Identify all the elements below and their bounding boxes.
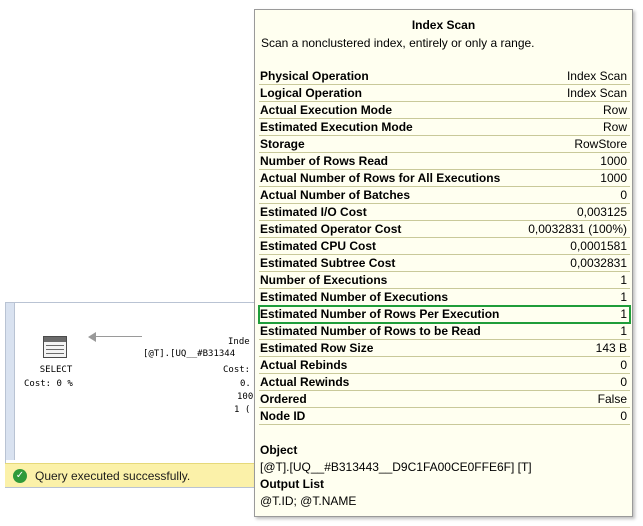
plan-arrow-head-icon (88, 332, 96, 342)
property-value: 1000 (600, 154, 627, 168)
property-value: 0 (620, 375, 627, 389)
query-status-bar (5, 463, 265, 487)
plan-pane-gutter (6, 303, 15, 460)
property-name: Ordered (260, 392, 307, 406)
index-scan-estimate-value: 1 ( (234, 405, 251, 415)
property-row (259, 204, 630, 221)
operator-tooltip (254, 9, 633, 517)
index-scan-cost-value: 0. (240, 379, 251, 389)
index-scan-object-name: [@T].[UQ__#B31344 (143, 349, 236, 359)
property-value: 1 (620, 307, 627, 321)
property-row (259, 85, 630, 102)
property-row (259, 323, 630, 340)
property-row (259, 102, 630, 119)
property-row (259, 68, 630, 85)
property-name: Actual Number of Rows for All Executions (260, 171, 501, 185)
select-operator-icon[interactable] (43, 336, 67, 358)
property-row (259, 408, 630, 425)
property-row-highlighted (259, 306, 630, 323)
property-name: Node ID (260, 409, 306, 423)
property-name: Logical Operation (260, 86, 363, 100)
property-row (259, 221, 630, 238)
property-name: Estimated Operator Cost (260, 222, 402, 236)
property-value: 1 (620, 324, 627, 338)
property-value: 0 (620, 358, 627, 372)
property-value: Index Scan (566, 69, 627, 83)
property-name: Storage (260, 137, 305, 151)
property-value: 1 (620, 290, 627, 304)
object-heading: Object (260, 443, 298, 457)
output-list-value: @T.ID; @T.NAME (260, 494, 357, 508)
property-value: False (597, 392, 627, 406)
tooltip-properties-table (259, 68, 630, 425)
property-row (259, 357, 630, 374)
property-value: Row (602, 120, 627, 134)
index-scan-rows-value: 100 (237, 392, 254, 402)
property-value: 1 (620, 273, 627, 287)
property-name: Number of Executions (260, 273, 388, 287)
property-value: Row (602, 103, 627, 117)
property-name: Estimated Execution Mode (260, 120, 413, 134)
property-name: Estimated Number of Rows Per Execution (260, 307, 500, 321)
property-name: Actual Rebinds (260, 358, 348, 372)
property-row (259, 238, 630, 255)
property-value: 143 B (595, 341, 627, 355)
property-row (259, 289, 630, 306)
tooltip-description: Scan a nonclustered index, entirely or only a range. (261, 36, 535, 50)
index-scan-cost-label: Cost: (223, 365, 251, 375)
property-row (259, 255, 630, 272)
property-value: Index Scan (566, 86, 627, 100)
property-name: Actual Execution Mode (260, 103, 393, 117)
property-name: Estimated I/O Cost (260, 205, 367, 219)
property-value: RowStore (574, 137, 627, 151)
output-list-heading: Output List (260, 477, 324, 491)
property-name: Estimated Subtree Cost (260, 256, 396, 270)
property-row (259, 187, 630, 204)
execution-plan-pane (5, 302, 265, 488)
property-value: 0,0032831 (570, 256, 627, 270)
property-row (259, 136, 630, 153)
property-value: 0 (620, 409, 627, 423)
property-row (259, 340, 630, 357)
query-status-text: Query executed successfully. (35, 469, 191, 483)
property-name: Actual Rewinds (260, 375, 350, 389)
property-row (259, 119, 630, 136)
property-value: 0,0032831 (100%) (528, 222, 627, 236)
property-value: 0,0001581 (570, 239, 627, 253)
success-check-icon: ✓ (13, 469, 27, 483)
property-row (259, 170, 630, 187)
select-operator-cost: Cost: 0 % (24, 379, 73, 389)
property-value: 1000 (600, 171, 627, 185)
property-name: Estimated Number of Rows to be Read (260, 324, 481, 338)
property-value: 0 (620, 188, 627, 202)
property-name: Estimated CPU Cost (260, 239, 377, 253)
property-value: 0,003125 (576, 205, 627, 219)
plan-arrow-line (90, 336, 142, 337)
property-row (259, 272, 630, 289)
property-name: Estimated Row Size (260, 341, 374, 355)
property-name: Number of Rows Read (260, 154, 389, 168)
property-name: Estimated Number of Executions (260, 290, 449, 304)
tooltip-title: Index Scan (411, 18, 476, 32)
property-row (259, 391, 630, 408)
property-row (259, 153, 630, 170)
property-name: Actual Number of Batches (260, 188, 411, 202)
select-operator-label: SELECT (39, 365, 73, 375)
property-row (259, 374, 630, 391)
object-value: [@T].[UQ__#B313443__D9C1FA00CE0FFE6F] [T] (260, 460, 532, 474)
property-name: Physical Operation (260, 69, 369, 83)
index-scan-operator-label[interactable]: Inde (228, 337, 250, 347)
